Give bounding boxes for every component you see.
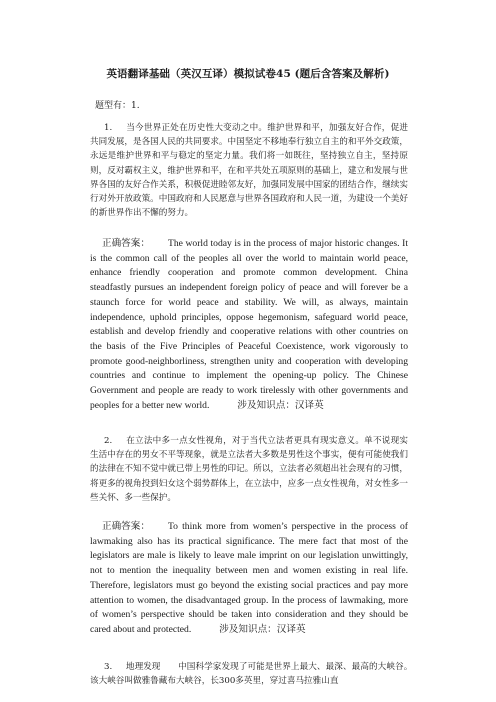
question-2 — [90, 434, 408, 505]
answer-1-knowledge: 涉及知识点：汉译英 — [237, 399, 324, 411]
answer-1-label: 正确答案： — [102, 238, 150, 249]
answer-2 — [90, 520, 408, 638]
question-1 — [90, 121, 408, 220]
answer-2-label: 正确答案： — [102, 521, 150, 532]
question-type: 题型有：1. — [95, 101, 140, 111]
answer-1 — [90, 237, 408, 413]
answer-2-knowledge: 涉及知识点：汉译英 — [219, 623, 306, 635]
answer-1-text: The world today is in the process of major historic changes. It is the common call of the peoples all over the world to maintain world peace, enhance friendly cooperation and promote common development. China steadfastly pursues an independent foreign policy of peace and will forever be a staunch force for world peace and stability. We will, as always, maintain independence, uphold principles, oppose hegemonism, safeguard world peace, establish and develop friendly and cooperative relations with other countries on the basis of the Five Principles of Peaceful Coexistence, work vigorously to promote good-neighborliness, strengthen unity and cooperation with developing countries and continue to implement the opening-up policy. The Chinese Government and people are ready to work tirelessly with other governments and peoples for a better new world. — [90, 238, 408, 411]
question-1-number: 1. — [104, 123, 113, 133]
answer-2-text: To think more from women’s perspective in the process of lawmaking also has its practical significance. The mere fact that most of the legislators are male is likely to leave male imprint on our legislation unwittingly, not to mention the inequality between men and women existing in real life. Therefore, legislators must go beyond the existing social practices and pay more attention to women, the disadvantaged group. In the process of lawmaking, more of women’s perspective should be taken into consideration and they should be cared about and protected. — [90, 521, 408, 635]
document-title: 英语翻译基础（英汉互译）模拟试卷45 (题后含答案及解析) — [106, 68, 390, 80]
question-3 — [90, 660, 417, 688]
question-3-source: 地理发现 — [126, 662, 161, 672]
question-2-text: 在立法中多一点女性视角，对于当代立法者更具有现实意义。单不说现实生活中存在的男女不平等现象，就是立法者大多数是男性这个事实，便有可能使我们的法律在不知不觉中就已带上男性的印记。所以，立法者必须超出社会现有的习惯，将更多的视角投到妇女这个弱势群体上，在立法中，应多一点女性视角，对女性多一些关怀、多一些保护。 — [90, 436, 408, 503]
question-2-number: 2. — [104, 436, 113, 446]
question-1-text: 当今世界正处在历史性大变动之中。维护世界和平，加强友好合作，促进共同发展，是各国人民的共同要求。中国坚定不移地奉行独立自主的和平外交政策，永远是维护世界和平与稳定的坚定力量。我们将一如既往，坚持独立自主，坚持原则，反对霸权主义，维护世界和平，在和平共处五项原则的基础上，建立和发展与世界各国的友好合作关系，积极促进睦邻友好，加强同发展中国家的团结合作，继续实行对外开放政策。中国政府和人民愿意与世界各国政府和人民一道，为建设一个美好的新世界作出不懈的努力。 — [90, 123, 408, 219]
question-3-number: 3. — [104, 662, 113, 672]
question-3-text: 中国科学家发现了可能是世界上最大、最深、最高的大峡谷。 该大峡谷叫做雅鲁藏布大峡谷，长300多英里，穿过喜马拉雅山直 — [90, 662, 417, 687]
